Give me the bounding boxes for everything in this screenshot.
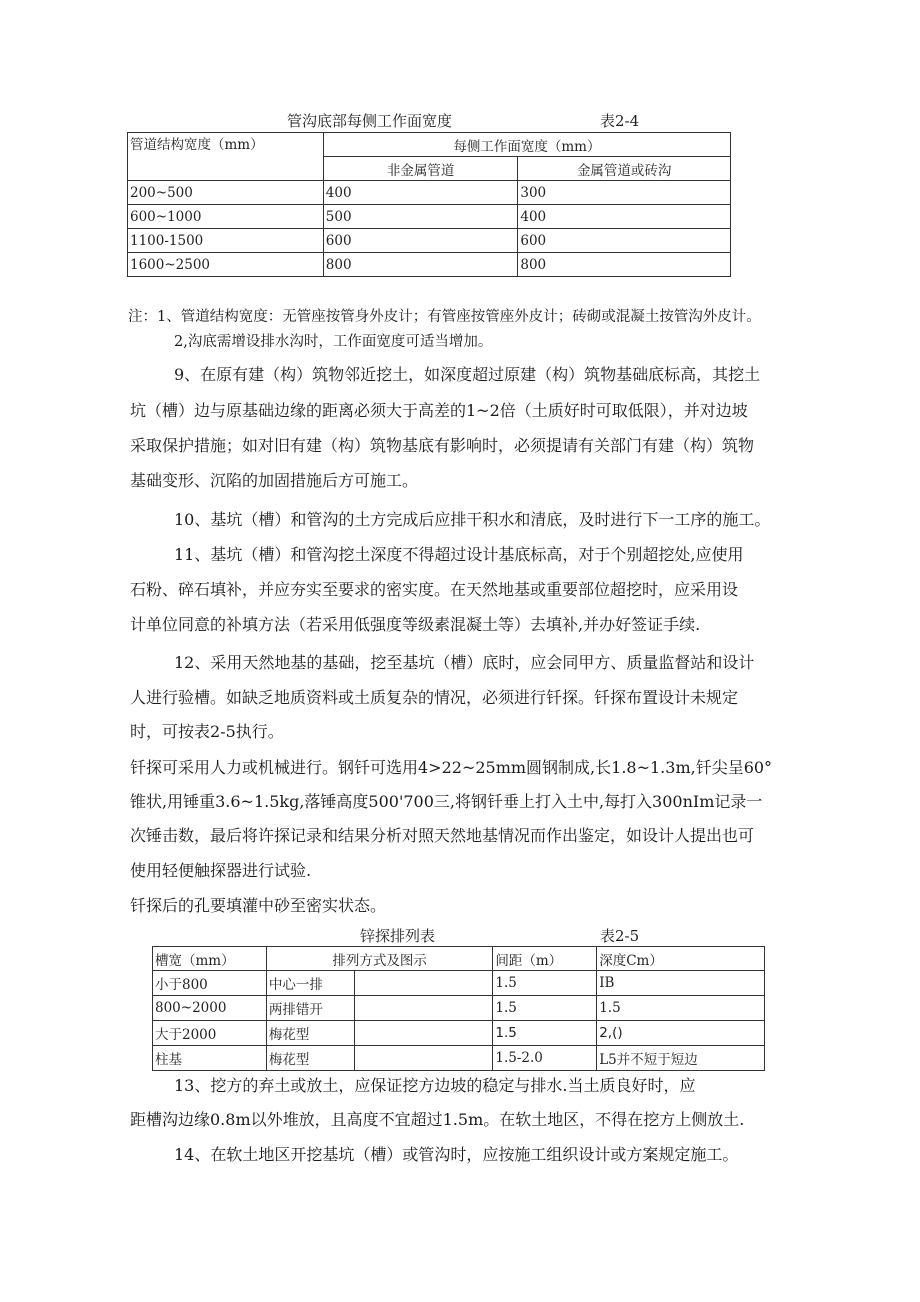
paragraph-10: 10、基坑（槽）和管沟的土方完成后应排干积水和清底，及时进行下一工序的施工。 (174, 510, 771, 529)
table-cell: 1600~2500 (128, 253, 324, 277)
table-cell-diagram (354, 996, 493, 1021)
note-2: 2,沟底需增设排水沟时，工作面宽度可适当增加。 (174, 334, 493, 350)
paragraph-13-line: 13、挖方的弃土或放土，应保证挖方边坡的稳定与排水.当土质良好时，应 (174, 1076, 696, 1095)
table-cell: 大于2000 (153, 1021, 267, 1046)
paragraph-11-line: 计单位同意的补填方法（若采用低强度等级素混凝土等）去填补,并办好签证手续. (130, 615, 701, 634)
table1-header-sub2: 金属管道或砖沟 (518, 157, 731, 181)
table-cell: 200~500 (128, 181, 324, 205)
paragraph-9-line: 基础变形、沉陷的加固措施后方可施工。 (130, 471, 419, 490)
table-row (128, 181, 731, 205)
table2-number: 表2-5 (600, 927, 640, 945)
table1-number: 表2-4 (600, 112, 640, 130)
table-cell: 两排错开 (266, 996, 354, 1021)
table-row (128, 229, 731, 253)
paragraph-11-line: 石粉、碎石填补，并应夯实至要求的密实度。在天然地基或重要部位超挖时，应采用设 (130, 580, 739, 599)
paragraph-probe-line: 次锤击数，最后将许探记录和结果分析对照天然地基情况而作出鉴定，如设计人提出也可 (130, 826, 755, 845)
table-row (128, 253, 731, 277)
paragraph-14: 14、在软土地区开挖基坑（槽）或管沟时，应按施工组织设计或方案规定施工。 (174, 1145, 739, 1164)
table2-header-spacing: 间距（m） (493, 947, 597, 971)
table-cell: IB (597, 971, 765, 996)
table-cell: 1.5 (597, 996, 765, 1021)
table-cell: 2,() (597, 1021, 765, 1046)
table2-header-arrangement: 排列方式及图示 (266, 947, 492, 971)
table-cell-diagram (354, 971, 493, 996)
paragraph-12-line: 12、采用天然地基的基础，挖至基坑（槽）底时，应会同甲方、质量监督站和设计 (174, 653, 755, 672)
paragraph-probe-line: 锥状,用锤重3.6~1.5kg,落锤高度500'700三,将钢钎垂上打入土中,每打入300nIm记录一 (130, 792, 763, 811)
table-cell: 800 (518, 253, 731, 277)
paragraph-12-line: 人进行验槽。如缺乏地质资料或土质复杂的情况，必须进行钎探。钎探布置设计未规定 (130, 688, 739, 707)
table-cell: 小于800 (153, 971, 267, 996)
table1-header-col1: 管道结构宽度（mm） (128, 133, 324, 181)
table2-title: 锌探排列表 (360, 927, 436, 945)
table2-header-width: 槽宽（mm） (153, 947, 267, 971)
table2-header-depth: 深度Cm） (597, 947, 765, 971)
table-cell: 1100-1500 (128, 229, 324, 253)
table-cell: 1.5 (493, 1021, 597, 1046)
paragraph-9-line: 坑（槽）边与原基础边缘的距离必须大于高差的1~2倍（土质好时可取低限），并对边坡 (130, 401, 748, 420)
paragraph-fill: 钎探后的孔要填灌中砂至密实状态。 (130, 896, 387, 915)
table-cell: 400 (518, 205, 731, 229)
table-row (153, 1046, 765, 1071)
paragraph-9-line: 采取保护措施；如对旧有建（构）筑物基底有影响时，必须提请有关部门有建（构）筑物 (130, 436, 755, 455)
table-row (128, 205, 731, 229)
table-cell: 800 (323, 253, 518, 277)
paragraph-9-line: 9、在原有建（构）筑物邻近挖土，如深度超过原建（构）筑物基础底标高，其挖土 (174, 365, 761, 384)
paragraph-probe-line: 使用轻便触探器进行试验. (130, 861, 312, 880)
paragraph-12-line: 时，可按表2-5执行。 (130, 722, 284, 741)
table1-header-sub1: 非金属管道 (323, 157, 518, 181)
table-cell: 中心一排 (266, 971, 354, 996)
table-cell: 1.5 (493, 971, 597, 996)
table1-title: 管沟底部每侧工作面宽度 (287, 112, 453, 130)
table-cell: 500 (323, 205, 518, 229)
table-2-5 (152, 946, 765, 1071)
table-cell-diagram (354, 1046, 493, 1071)
table-cell: 600 (323, 229, 518, 253)
table-2-4 (127, 132, 731, 277)
table-cell: 600~1000 (128, 205, 324, 229)
table-cell: 800~2000 (153, 996, 267, 1021)
table-cell: 梅花型 (266, 1021, 354, 1046)
table-row (153, 996, 765, 1021)
table-cell: 柱基 (153, 1046, 267, 1071)
table-cell: L5并不短于短边 (597, 1046, 765, 1071)
paragraph-11-line: 11、基坑（槽）和管沟挖土深度不得超过设计基底标高，对于个别超挖处,应使用 (174, 545, 744, 564)
table-row (153, 1021, 765, 1046)
table-cell: 梅花型 (266, 1046, 354, 1071)
table1-header-group: 每侧工作面宽度（mm） (323, 133, 730, 157)
table-cell: 300 (518, 181, 731, 205)
note-1: 注：1、管道结构宽度：无管座按管身外皮计；有管座按管座外皮计；砖砌或混凝土按管沟外皮计。 (128, 309, 761, 325)
table-cell: 1.5 (493, 996, 597, 1021)
table-cell-diagram (354, 1021, 493, 1046)
table-cell: 1.5-2.0 (493, 1046, 597, 1071)
paragraph-probe-line: 钎探可采用人力或机械进行。钢钎可选用4>22~25mm圆钢制成,长1.8~1.3m,钎尖呈60° (130, 758, 773, 777)
table-row (153, 971, 765, 996)
table-cell: 600 (518, 229, 731, 253)
table-cell: 400 (323, 181, 518, 205)
paragraph-13-line: 距槽沟边缘0.8m以外堆放，且高度不宜超过1.5m。在软土地区，不得在挖方上侧放土. (130, 1110, 745, 1129)
